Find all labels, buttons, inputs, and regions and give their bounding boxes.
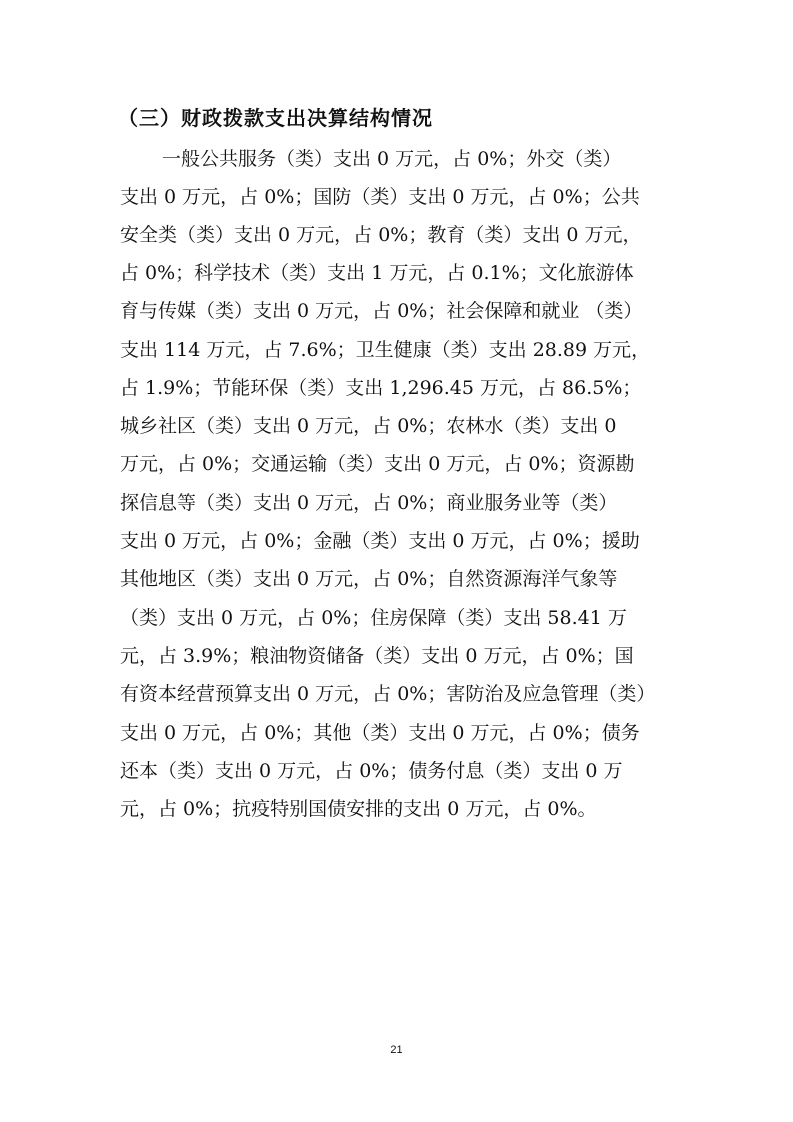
paragraph-line: 有资本经营预算支出 0 万元，占 0%；害防治及应急管理（类）: [120, 683, 656, 705]
paragraph-line: 支出 0 万元，占 0%；其他（类）支出 0 万元，占 0%；债务: [120, 722, 640, 744]
paragraph-line: 支出 114 万元，占 7.6%；卫生健康（类）支出 28.89 万元，: [120, 339, 651, 361]
paragraph-line: 其他地区（类）支出 0 万元，占 0%；自然资源海洋气象等: [120, 568, 618, 590]
section-heading: （三）财政拨款支出决算结构情况: [118, 106, 433, 130]
paragraph-line: 占 1.9%；节能环保（类）支出 1,296.45 万元，占 86.5%；: [120, 377, 642, 399]
paragraph-line: 城乡社区（类）支出 0 万元，占 0%；农林水（类）支出 0: [120, 415, 617, 437]
paragraph-line: 探信息等（类）支出 0 万元，占 0%；商业服务业等（类）: [120, 492, 618, 514]
paragraph-line: 还本（类）支出 0 万元，占 0%；债务付息（类）支出 0 万: [120, 760, 623, 782]
page-number: 21: [390, 1044, 403, 1056]
paragraph-line: 一般公共服务（类）支出 0 万元，占 0%；外交（类）: [162, 148, 622, 170]
paragraph-line: 支出 0 万元，占 0%；国防（类）支出 0 万元，占 0%；公共: [120, 186, 640, 208]
paragraph-line: 安全类（类）支出 0 万元，占 0%；教育（类）支出 0 万元，: [120, 224, 642, 246]
paragraph-line: 万元，占 0%；交通运输（类）支出 0 万元，占 0%；资源勘: [120, 453, 635, 475]
paragraph-line: 元，占 3.9%；粮油物资储备（类）支出 0 万元，占 0%；国: [120, 645, 634, 667]
paragraph-line: 占 0%；科学技术（类）支出 1 万元，占 0.1%；文化旅游体: [120, 262, 634, 284]
paragraph-line: 元，占 0%；抗疫特别国债安排的支出 0 万元，占 0%。: [120, 798, 597, 820]
paragraph-line: 育与传媒（类）支出 0 万元，占 0%；社会保障和就业 （类）: [120, 300, 643, 322]
paragraph-line: 支出 0 万元，占 0%；金融（类）支出 0 万元，占 0%；援助: [120, 530, 640, 552]
paragraph-line: （类）支出 0 万元，占 0%；住房保障（类）支出 58.41 万: [120, 607, 627, 629]
